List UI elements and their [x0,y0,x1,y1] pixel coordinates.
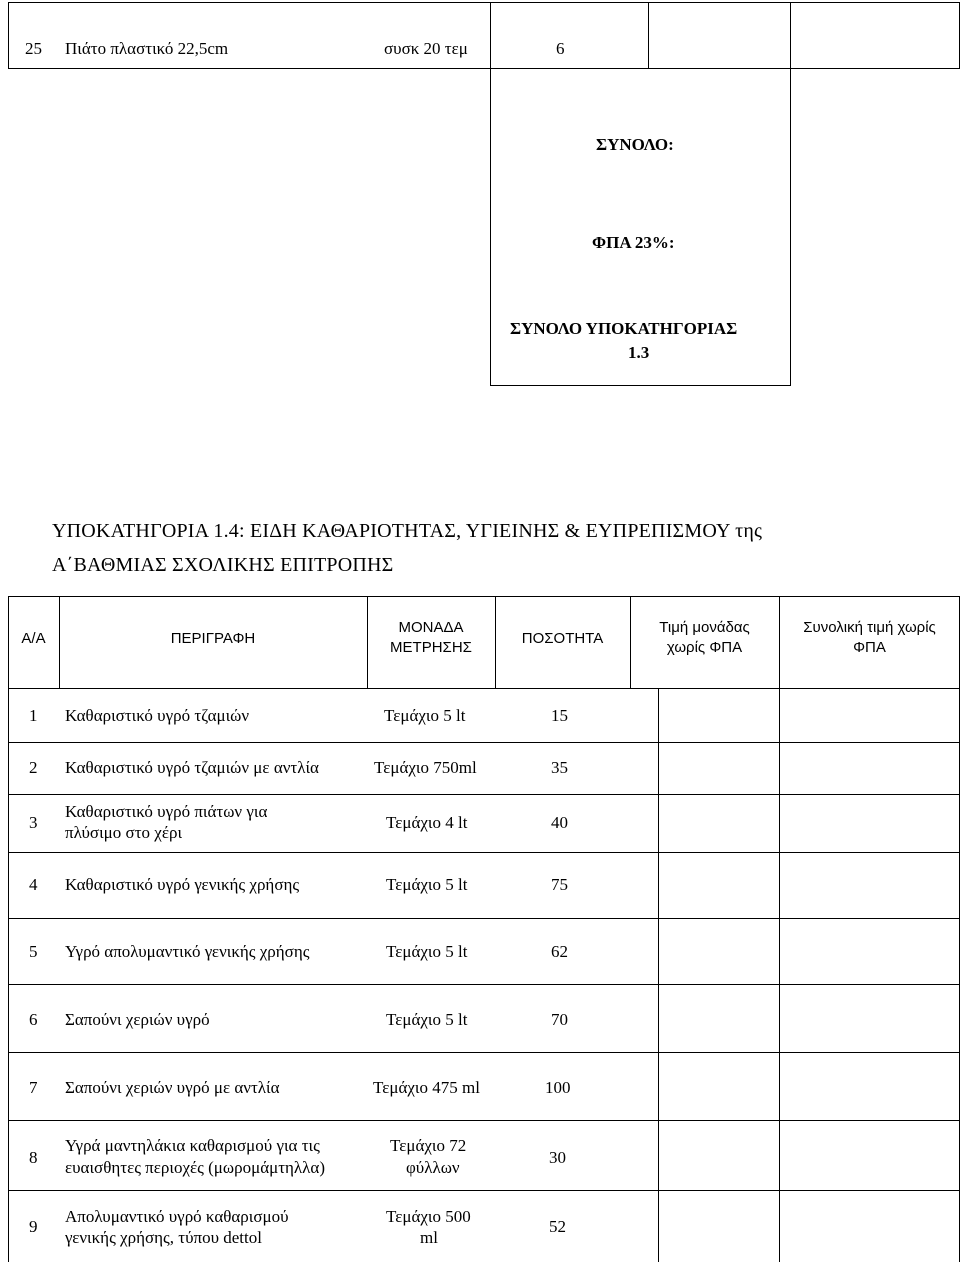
row-5-unit: Τεμάχιο 5 lt [386,942,468,961]
row-9-unit: Τεμάχιο 500 [386,1207,471,1226]
row-2-number: 2 [29,758,38,777]
row-1-quantity: 15 [551,706,568,725]
header-unit-line2: ΜΕΤΡΗΣΗΣ [390,639,472,656]
header-unit [367,618,495,658]
row-8-unit: Τεμάχιο 72 [390,1136,467,1155]
row-8-number: 8 [29,1148,38,1167]
row-3-number: 3 [29,813,38,832]
row-6-quantity: 70 [551,1010,568,1029]
vat-label: ΦΠΑ 23%: [592,233,675,252]
subcategory-total-label: ΣΥΝΟΛΟ ΥΠΟΚΑΤΗΓΟΡΙΑΣ [510,319,738,338]
subcategory-heading: ΥΠΟΚΑΤΗΓΟΡΙΑ 1.4: ΕΙΔΗ ΚΑΘΑΡΙΟΤΗΤΑΣ, ΥΓΙΕΙΝΗΣ & ΕΥΠΡΕΠΙΣΜΟΥ της [52,520,763,542]
row-5-quantity: 62 [551,942,568,961]
row-9-quantity: 52 [549,1217,566,1236]
row-number: 25 [25,39,42,58]
row-7-number: 7 [29,1078,38,1097]
row-9-unit-line2: ml [420,1228,438,1247]
row-9-number: 9 [29,1217,38,1236]
row-1-number: 1 [29,706,38,725]
row-8-description: Υγρά μαντηλάκια καθαρισμού για τις [65,1136,320,1155]
cleaning-supplies-table [8,596,960,1262]
previous-subcategory-table [8,2,960,386]
header-unit-price-line1: Τιμή μονάδας [659,619,750,636]
row-4-quantity: 75 [551,875,568,894]
header-unit-line1: ΜΟΝΑΔΑ [398,619,464,636]
row-6-description: Σαπούνι χεριών υγρό [65,1010,210,1029]
row-9-description: Απολυμαντικό υγρό καθαρισμού [65,1207,289,1226]
subcategory-heading-continued: Α΄ΒΑΘΜΙΑΣ ΣΧΟΛΙΚΗΣ ΕΠΙΤΡΟΠΗΣ [52,554,394,576]
row-4-unit: Τεμάχιο 5 lt [386,875,468,894]
row-5-number: 5 [29,942,38,961]
row-2-unit: Τεμάχιο 750ml [374,758,477,777]
row-7-quantity: 100 [545,1078,571,1097]
header-total-price [779,618,960,658]
row-8-unit-line2: φύλλων [406,1158,460,1177]
row-3-quantity: 40 [551,813,568,832]
row-1-description: Καθαριστικό υγρό τζαμιών [65,706,250,725]
row-7-description: Σαπούνι χεριών υγρό με αντλία [65,1078,280,1097]
row-2-description: Καθαριστικό υγρό τζαμιών με αντλία [65,758,319,777]
header-total-price-line2: ΦΠΑ [853,639,886,656]
header-total-price-line1: Συνολική τιμή χωρίς [803,619,936,636]
row-description: Πιάτο πλαστικό 22,5cm [65,39,229,58]
header-number: Α/Α [21,630,46,647]
row-8-description-line2: ευαισθητες περιοχές (μωρομάμτηλλα) [65,1158,325,1177]
subcategory-total-number: 1.3 [628,343,650,362]
row-5-description: Υγρό απολυμαντικό γενικής χρήσης [65,942,310,961]
header-description: ΠΕΡΙΓΡΑΦΗ [170,630,256,647]
row-7-unit: Τεμάχιο 475 ml [373,1078,480,1097]
row-8-quantity: 30 [549,1148,566,1167]
row-3-unit: Τεμάχιο 4 lt [386,813,468,832]
header-unit-price-line2: χωρίς ΦΠΑ [666,639,743,656]
header-unit-price [630,618,779,658]
row-4-number: 4 [29,875,38,894]
row-6-unit: Τεμάχιο 5 lt [386,1010,468,1029]
header-quantity: ΠΟΣΟΤΗΤΑ [521,630,604,647]
row-1-unit: Τεμάχιο 5 lt [384,706,466,725]
row-6-number: 6 [29,1010,38,1029]
total-label: ΣΥΝΟΛΟ: [596,135,674,154]
row-2-quantity: 35 [551,758,568,777]
row-3-description-line2: πλύσιμο στο χέρι [65,823,183,842]
row-9-description-line2: γενικής χρήσης, τύπου dettol [65,1228,262,1247]
row-4-description: Καθαριστικό υγρό γενικής χρήσης [65,875,300,894]
row-quantity: 6 [556,39,565,58]
row-3-description: Καθαριστικό υγρό πιάτων για [65,802,268,821]
row-unit: συσκ 20 τεμ [384,39,468,58]
